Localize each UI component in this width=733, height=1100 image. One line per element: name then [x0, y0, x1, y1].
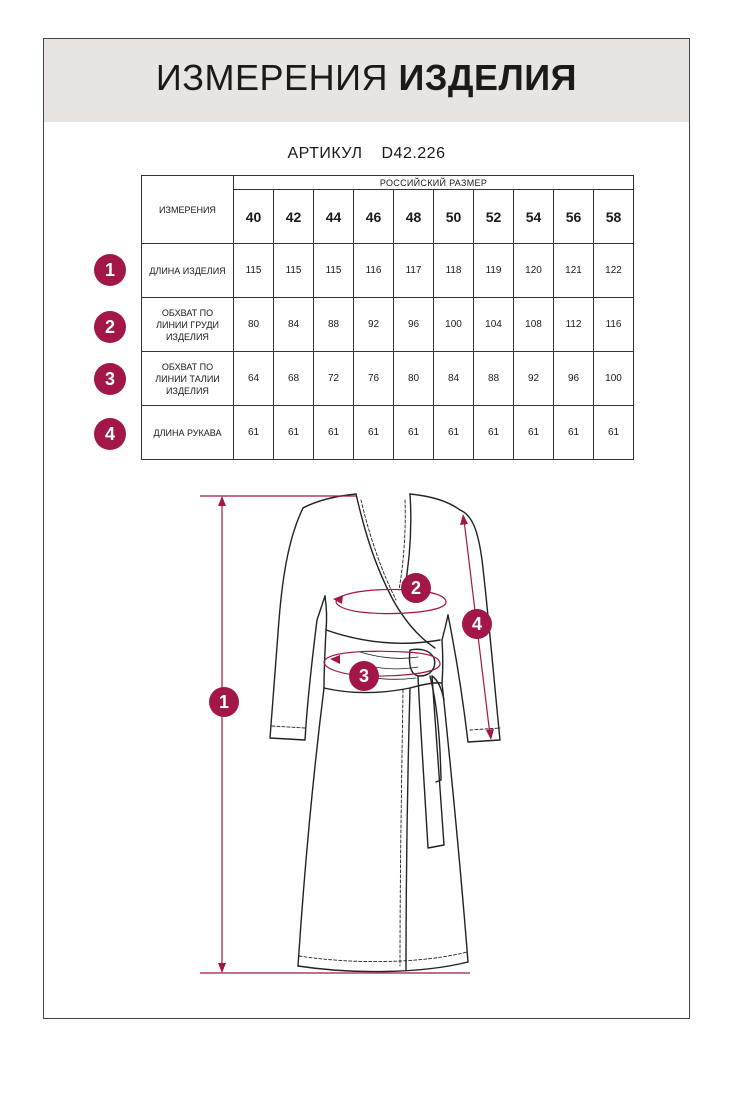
size-header: 42 — [274, 190, 314, 244]
table-cell: 64 — [234, 352, 274, 406]
table-cell: 61 — [314, 406, 354, 460]
table-cell: 117 — [394, 244, 434, 298]
size-header: 44 — [314, 190, 354, 244]
table-cell: 68 — [274, 352, 314, 406]
table-cell: 61 — [394, 406, 434, 460]
size-header: 40 — [234, 190, 274, 244]
marker-3 — [349, 661, 379, 691]
table-cell: 72 — [314, 352, 354, 406]
row-label: ОБХВАТ ПО ЛИНИИ ТАЛИИ ИЗДЕЛИЯ — [142, 352, 234, 406]
table-cell: 108 — [514, 298, 554, 352]
table-cell: 100 — [434, 298, 474, 352]
table-cell: 116 — [354, 244, 394, 298]
table-cell: 96 — [394, 298, 434, 352]
marker-3-label: 3 — [358, 666, 370, 686]
table-cell: 88 — [474, 352, 514, 406]
title-light: ИЗМЕРЕНИЯ — [155, 57, 388, 98]
size-header: 48 — [394, 190, 434, 244]
marker-4 — [462, 609, 492, 639]
marker-2-label: 2 — [410, 578, 422, 598]
article-code: D42.226 — [381, 145, 446, 162]
row-label: ДЛИНА ИЗДЕЛИЯ — [142, 244, 234, 298]
size-header: 58 — [594, 190, 634, 244]
table-cell: 122 — [594, 244, 634, 298]
table-cell: 116 — [594, 298, 634, 352]
table-cell: 61 — [434, 406, 474, 460]
marker-1-label: 1 — [218, 692, 230, 712]
size-header: 46 — [354, 190, 394, 244]
size-header: 56 — [554, 190, 594, 244]
size-header: 50 — [434, 190, 474, 244]
table-cell: 96 — [554, 352, 594, 406]
size-header: 52 — [474, 190, 514, 244]
marker-4-label: 4 — [471, 614, 483, 634]
table-cell: 119 — [474, 244, 514, 298]
table-cell: 92 — [354, 298, 394, 352]
table-cell: 100 — [594, 352, 634, 406]
table-cell: 80 — [394, 352, 434, 406]
table-cell: 115 — [274, 244, 314, 298]
table-cell: 88 — [314, 298, 354, 352]
row-badge-1: 1 — [94, 254, 126, 286]
table-cell: 76 — [354, 352, 394, 406]
table-cell: 92 — [514, 352, 554, 406]
table-cell: 61 — [274, 406, 314, 460]
size-header: 54 — [514, 190, 554, 244]
table-cell: 104 — [474, 298, 514, 352]
row-badge-3: 3 — [94, 363, 126, 395]
table-cell: 112 — [554, 298, 594, 352]
title-bold: ИЗДЕЛИЯ — [398, 57, 578, 98]
measurement-guides — [200, 496, 494, 973]
size-group-header: РОССИЙСКИЙ РАЗМЕР — [234, 176, 634, 190]
table-cell: 61 — [554, 406, 594, 460]
table-cell: 115 — [234, 244, 274, 298]
row-label: ДЛИНА РУКАВА — [142, 406, 234, 460]
table-cell: 118 — [434, 244, 474, 298]
table-cell: 61 — [234, 406, 274, 460]
table-cell: 84 — [434, 352, 474, 406]
row-label: ОБХВАТ ПО ЛИНИИ ГРУДИ ИЗДЕЛИЯ — [142, 298, 234, 352]
row-badge-2: 2 — [94, 311, 126, 343]
article-label: АРТИКУЛ — [287, 145, 363, 162]
table-cell: 80 — [234, 298, 274, 352]
table-cell: 120 — [514, 244, 554, 298]
table-cell: 61 — [354, 406, 394, 460]
measurement-header: ИЗМЕРЕНИЯ — [142, 176, 234, 244]
table-cell: 115 — [314, 244, 354, 298]
table-cell: 61 — [474, 406, 514, 460]
dress-outline — [270, 494, 500, 972]
table-cell: 61 — [594, 406, 634, 460]
table-cell: 61 — [514, 406, 554, 460]
marker-1 — [209, 687, 239, 717]
row-badge-4: 4 — [94, 418, 126, 450]
table-cell: 84 — [274, 298, 314, 352]
marker-2 — [401, 573, 431, 603]
table-cell: 121 — [554, 244, 594, 298]
